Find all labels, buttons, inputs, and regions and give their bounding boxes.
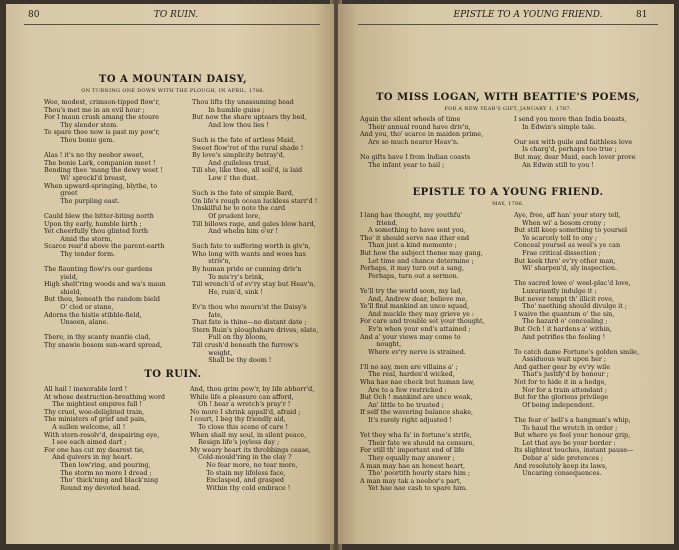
right-page-number: 81 bbox=[636, 10, 648, 20]
poem-subtitle-mountain-daisy: ON TURNING ONE DOWN WITH THE PLOUGH, IN APRIL, 1786. bbox=[81, 88, 265, 94]
right-header-rule bbox=[358, 24, 658, 25]
poem-subtitle-miss-logan: FOR A NEW YEAR'S GIFT, JANUARY 1, 1787. bbox=[444, 106, 572, 112]
poem-title-miss-logan: TO MISS LOGAN, WITH BEATTIE'S POEMS, bbox=[375, 92, 640, 103]
mountain-daisy-column-1: Wee, modest, crimson-tipped flow'r, Thou's met me in an evil hour ; For I maun crush amang the stoure Thy slender stem. To spare thee now is past my pow'r, Thou bonie gem. Alas ! it's no thy neebor sweet, The bonie Lark, companion meet ! Bending thee 'mang the dewy weet ! Wi' spreckl'd breast, When upward-springing, blythe, to greet The purpling east. Cauld blew the bitter-biting north Upon thy early, humble birth ; Yet cheerfully thou glinted forth Amid the storm, Scarce rear'd above the parent-earth Thy tender form. The flaunting flow'rs our gardens yield, High shelt'ring woods and wa's maun shield, But thou, beneath the random bield O' clod or stane, Adorns the histie stibble-field, Unseen, alane. There, in thy scanty mantle clad, Thy snawie bosom sun-ward spread, bbox=[44, 98, 166, 349]
right-page bbox=[338, 4, 674, 544]
left-page-number: 80 bbox=[28, 10, 40, 20]
left-header-rule bbox=[24, 24, 320, 25]
poem-title-to-ruin: TO RUIN. bbox=[144, 369, 202, 380]
poem-title-mountain-daisy: TO A MOUNTAIN DAISY, bbox=[98, 74, 248, 85]
miss-logan-column-2: I send you more than India boasts, In Edwin's simple tale. Our sex with guile and faithless love Is charg'd, perhaps too true ; But may, dear Maid, each lover prove An Edwin still to you ! bbox=[514, 115, 636, 169]
miss-logan-column-1: Again the silent wheels of time Their annual round have driv'n, And you, tho' scarce in maiden prime, Are so much nearer Heav'n. No gifts have I from Indian coasts The infant year to hail ; bbox=[360, 115, 484, 169]
to-ruin-column-2: And, thou grim pow'r, by life abhorr'd, While life a pleasure can afford, Oh ! hear a wretch's pray'r ! No more I shrink appall'd, afraid ; I court, I beg thy friendly aid, To close this scene of care ! When shall my soul, in silent peace, Resign life's joyless day ; My weary heart its throbbings cease, Cold-mould'ring in the clay ? No fear more, no tear more, To stain my lifeless face, Enclasped, and grasped Within thy cold embrace ! bbox=[190, 385, 315, 492]
left-page bbox=[6, 4, 334, 544]
mountain-daisy-column-2: Thou lifts thy unassuming head In humble guise ; But now the share uptears thy bed, And low thou lies ! Such is the fate of artless Maid, Sweet flow'ret of the rural shade ! By love's simplicity betray'd, And guileless trust, Till she, like thee, all soil'd, is laid Low i' the dust. Such is the fate of simple Bard, On life's rough ocean luckless starr'd ! Unskilful he to note the card Of prudent lore, Till billows rage, and gales blow hard, And whelm him o'er ! Such fate to suffering worth is giv'n, Who long with wants and woes has striv'n, By human pride or cunning driv'n To mis'ry's brink, Till wrench'd of ev'ry stay but Heav'n, He, ruin'd, sink ! Ev'n thou who mourn'st the Daisy's fate, That fate is thine—no distant date ; Stern Ruin's ploughshare drives, elate, Full on thy bloom, Till crush'd beneath the furrow's weight, Shall be thy doom ! bbox=[192, 98, 319, 365]
left-running-head: TO RUIN. bbox=[153, 10, 199, 20]
poem-title-epistle: EPISTLE TO A YOUNG FRIEND. bbox=[412, 187, 604, 198]
right-running-head: EPISTLE TO A YOUNG FRIEND. bbox=[453, 10, 603, 20]
epistle-column-2: Aye, free, aff han' your story tell, When wi' a bosom crony ; But still keep something to yoursel Ye scarcely tell to ony ; Conceal yoursel as weel's ye can Frae critical dissection ; But keek thro' ev'ry other man, Wi' sharpen'd, sly inspection. The sacred lowe o' weel-plac'd love, Luxuriantly indulge it ; But never tempt th' illicit rove, Tho' naething should divulge it ; I waive the quantum o' the sin, The hazard o' concealing ; But Och ! it hardens a' within, And petrifies the feeling ! To catch dame Fortune's golden smile, Assiduous wait upon her ; And gather gear by ev'ry wile That's justify'd by honour ; Not for to hide it in a hedge, Nor for a train attendant ; But for the glorious privilege Of being independent. The fear o' hell's a hangman's whip, To haud the wretch in order ; But where ye feel your honour grip, Let that aye be your border : Its slightest touches, instant pause— Debar a' side pretences ; And resolutely keep its laws, Uncaring consequences. bbox=[514, 211, 639, 478]
to-ruin-column-1: All hail ! inexorable lord ! At whose destruction-breathing word The mightiest empires fall ! Thy cruel, woe-delighted train, The ministers of grief and pain, A sullen welcome, all ! With stern-resolv'd, despairing eye, I see each aimed dart ; For one has cut my dearest tie, And quivers in my heart. Then low'ring, and pouring, The storm no more I dread ; Tho' thick'ning and black'ning Round my devoted head. bbox=[44, 385, 166, 492]
poem-subtitle-epistle: MAY, 1786. bbox=[492, 201, 524, 207]
epistle-column-1: I lang hae thought, my youthfu' friend, A something to have sent you, Tho' it should serve nae ither end Than just a kind memento ; But how the subject theme may gang, Let time and chance determine ; Perhaps, it may turn out a sang, Perhaps, turn out a sermon. Ye'll try the world soon, my lad, And, Andrew dear, believe me, Ye'll find mankind an unco squad, And muckle they may grieve ye : For care and trouble set your thought, Ev'n when your end's attained ; And a' your views may come to nought, Where ev'ry nerve is strained. I'll no say, men are villains a' ; The real, harden'd wicked, Wha hae nae check but human law, Are to a few restricked : But Och ! mankind are unco weak, An' little to be trusted ; If self the wavering balance shake, It's rarely right adjusted ! Yet they wha fa' in fortune's strife, Their fate we should na censure, For still th' important end of life They equally may answer ; A man may hae an honest heart, Tho' poortith hourly stare him ; A man may tak a neebor's part, Yet hae nae cash to spare him. bbox=[360, 211, 485, 493]
